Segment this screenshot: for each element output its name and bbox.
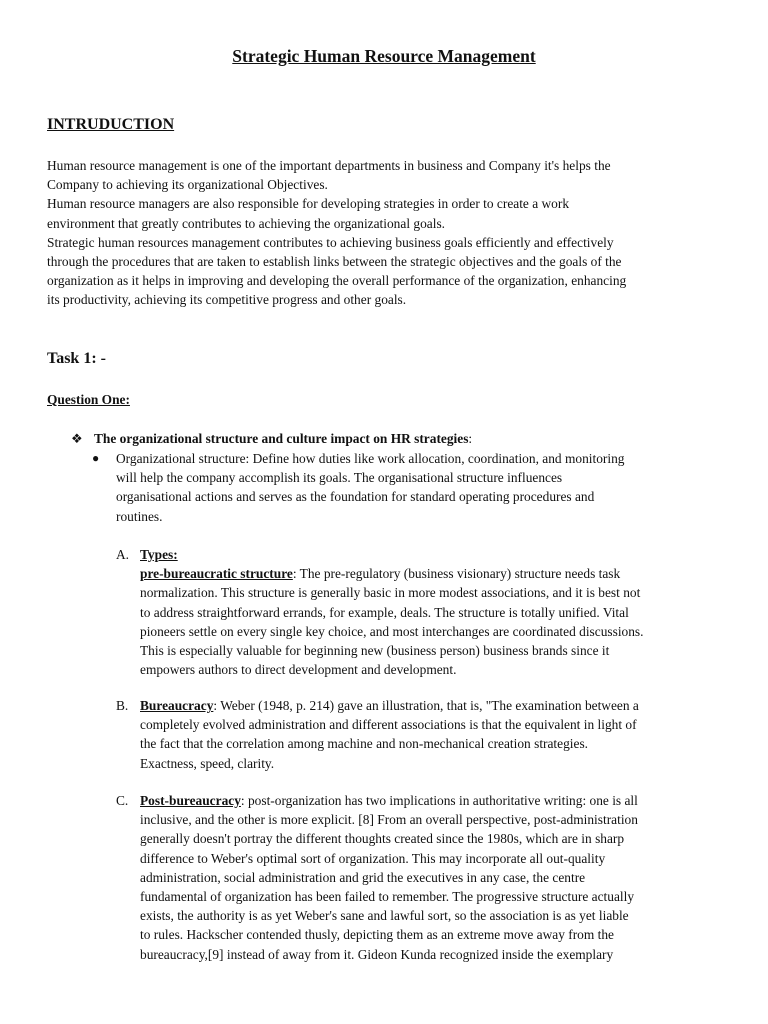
item-line: This is especially valuable for beginning new (business person) business brands since it [140,643,610,659]
intro-line: organization as it helps in improving and developing the overall performance of the organization, enhancing [47,273,627,289]
item-line: fundamental of organization has been failed to remember. The progressive structure actually [140,889,635,905]
task-heading: Task 1: - [47,350,106,367]
document-title: Strategic Human Resource Management [232,46,536,66]
item-line: to rules. Hackscher contended thusly, depicting them as an extreme move away from the [140,927,614,943]
item-line: to address straightforward errands, for example, deals. The structure is totally unified. Vital [140,604,629,620]
bullet-line: organisational actions and serves as the foundation for standard operating procedures and [116,489,595,505]
item-first-rest: : Weber (1948, p. 214) gave an illustration, that is, "The examination between a [213,698,639,713]
question-heading: Question One: [47,392,130,407]
bullet-line: will help the company accomplish its goals. The organisational structure influences [116,470,563,486]
intro-line: Company to achieving its organizational Objectives. [47,177,328,193]
item-first-line [140,564,728,583]
item-heading: Post-bureaucracy [140,793,241,808]
item-line: bureaucracy,[9] instead of away from it. Gideon Kunda recognized inside the exemplary [140,946,614,962]
item-line: the fact that the correlation among machine and non-mechanical creation strategies. [140,736,589,752]
item-subheading: pre-bureaucratic structure [140,566,293,582]
item-line: generally doesn't portray the different thoughts created since the 1980s, which are in sharp [140,831,625,847]
topic-title: The organizational structure and culture impact on HR strategies [94,431,469,446]
intro-heading: INTRUDUCTION [47,116,175,133]
item-letter: C. [116,793,129,808]
intro-line: its productivity, achieving its competitive progress and other goals. [47,292,407,308]
bullet-body [116,449,726,526]
intro-line: Human resource managers are also responsible for developing strategies in order to create a work [47,196,570,212]
item-first-line [140,791,728,810]
item-line: administration, social administration and grid the executives in any case, the centre [140,869,586,885]
item-line: pioneers settle on every single key choice, and most interchanges are coordinated discussions. [140,623,644,639]
item-letter: A. [116,547,130,562]
item-line: empowers authors to direct development and development. [140,662,457,678]
topic-text [94,429,472,448]
item-first-rest: : post-organization has two implications in authoritative writing: one is all [240,793,638,808]
item-heading: Bureaucracy [140,698,214,713]
item-line: Exactness, speed, clarity. [140,755,275,771]
item-body [140,791,728,964]
item-line: normalization. This structure is generally basic in more modest associations, and it is best not [140,585,641,601]
item-line: completely evolved administration and different associations is that the equivalent in light of [140,717,637,733]
item-line: difference to Weber's optimal sort of organization. This may incorporate all out-quality [140,850,606,866]
bullet-dot-icon: ● [92,451,100,465]
item-first-line [140,696,728,715]
bullet-line: routines. [116,508,163,524]
intro-line: environment that greatly contributes to achieving the organizational goals. [47,215,446,231]
bullet-line: Organizational structure: Define how duties like work allocation, coordination, and monitoring [116,451,625,466]
intro-line: Strategic human resources management contributes to achieving business goals efficiently and effectively [47,234,614,250]
topic-colon: : [468,431,473,446]
intro-paragraph [47,156,727,310]
intro-line: through the procedures that are taken to establish links between the strategic objectives and the goals of the [47,254,622,270]
item-heading: Types: [140,547,178,562]
intro-line: Human resource management is one of the important departments in business and Company it's helps the [47,158,611,173]
item-line: exists, the authority is as yet Weber's sane and lawful sort, so the association is as yet liable [140,908,629,924]
item-line: inclusive, and the other is more explicit. [8] From an overall perspective, post-administration [140,812,638,828]
item-first-rest: : The pre-regulatory (business visionary) structure needs task [292,566,621,582]
item-body [140,696,728,773]
item-body [140,545,728,679]
diamond-bullet-icon: ❖ [71,431,83,446]
item-letter: B. [116,698,129,713]
